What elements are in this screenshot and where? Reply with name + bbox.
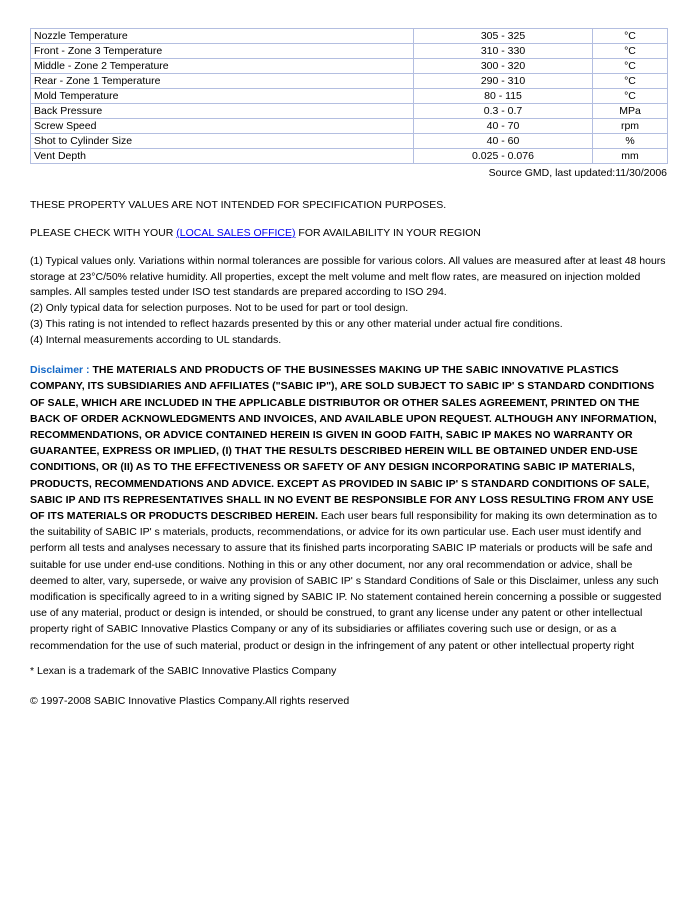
property-unit-cell: °C bbox=[593, 29, 668, 44]
property-unit-cell: °C bbox=[593, 59, 668, 74]
property-name-cell: Shot to Cylinder Size bbox=[31, 134, 414, 149]
property-unit-cell: mm bbox=[593, 149, 668, 164]
property-value-cell: 310 - 330 bbox=[414, 44, 593, 59]
source-note: Source GMD, last updated:11/30/2006 bbox=[488, 167, 667, 179]
property-unit-cell: °C bbox=[593, 74, 668, 89]
availability-prefix: PLEASE CHECK WITH YOUR bbox=[30, 227, 177, 239]
property-value-cell: 290 - 310 bbox=[414, 74, 593, 89]
processing-properties-table bbox=[30, 28, 668, 164]
availability-notice bbox=[30, 227, 667, 240]
property-unit-cell: % bbox=[593, 134, 668, 149]
property-name-cell: Middle - Zone 2 Temperature bbox=[31, 59, 414, 74]
trademark-note: * Lexan is a trademark of the SABIC Innovative Plastics Company bbox=[30, 664, 337, 677]
table-row bbox=[31, 59, 668, 74]
property-name-cell: Nozzle Temperature bbox=[31, 29, 414, 44]
property-value-cell: 40 - 70 bbox=[414, 119, 593, 134]
property-value-cell: 305 - 325 bbox=[414, 29, 593, 44]
table-row bbox=[31, 44, 668, 59]
table-row bbox=[31, 89, 668, 104]
property-unit-cell: °C bbox=[593, 44, 668, 59]
property-unit-cell: °C bbox=[593, 89, 668, 104]
property-name-cell: Vent Depth bbox=[31, 149, 414, 164]
property-unit-cell: rpm bbox=[593, 119, 668, 134]
table-row bbox=[31, 149, 668, 164]
property-name-cell: Screw Speed bbox=[31, 119, 414, 134]
disclaimer-body-text: Each user bears full responsibility for making its own determination as to the suitability of SABIC IP' s materials, products, recommendations, or advice for its own particular use. Each user must identify and perform all tests and analyses necessary to assure that its finished parts incorporating SABIC IP materials or products will be safe and suitable for use under end-use conditions. Nothing in this or any other document, nor any oral recommendation or advice, shall be deemed to alter, vary, supersede, or waive any provision of SABIC IP' s Standard Conditions of Sale or this Disclaimer, unless any such modification is specifically agreed to in a writing signed by SABIC IP. No statement contained herein concerning a possible or suggested use of any material, product or design is intended, or should be construed, to grant any license under any patent or other intellectual property right of SABIC Innovative Plastics Company or any of its subsidiaries or affiliates covering such use or design, or as a recommendation for the use of such material, product or design in the infringement of any patent or other intellectual property right bbox=[30, 510, 662, 652]
property-value-cell: 80 - 115 bbox=[414, 89, 593, 104]
table-row bbox=[31, 134, 668, 149]
footnotes-block bbox=[30, 254, 667, 348]
table-row bbox=[31, 119, 668, 134]
property-value-cell: 40 - 60 bbox=[414, 134, 593, 149]
specification-notice: THESE PROPERTY VALUES ARE NOT INTENDED FOR SPECIFICATION PURPOSES. bbox=[30, 199, 447, 211]
disclaimer-label: Disclaimer : bbox=[30, 364, 93, 377]
local-sales-office-link[interactable]: (LOCAL SALES OFFICE) bbox=[176, 227, 296, 239]
footnote-2: (2) Only typical data for selection purposes. Not to be used for part or tool design. bbox=[30, 302, 409, 315]
property-name-cell: Rear - Zone 1 Temperature bbox=[31, 74, 414, 89]
property-value-cell: 0.025 - 0.076 bbox=[414, 149, 593, 164]
property-value-cell: 300 - 320 bbox=[414, 59, 593, 74]
disclaimer-bold-text: THE MATERIALS AND PRODUCTS OF THE BUSINESSES MAKING UP THE SABIC INNOVATIVE PLASTICS COMPANY, ITS SUBSIDIARIES AND AFFILIATES ("SABIC IP"), ARE SOLD SUBJECT TO SABIC IP' S STANDARD CONDITIONS OF SALE, WHICH ARE INCLUDED IN THE APPLICABLE DISTRIBUTOR OR OTHER SALES AGREEMENT, PRINTED ON THE BACK OF ORDER ACKNOWLEDGMENTS AND INVOICES, AND AVAILABLE UPON REQUEST. ALTHOUGH ANY INFORMATION, RECOMMENDATIONS, OR ADVICE CONTAINED HEREIN IS GIVEN IN GOOD FAITH, SABIC IP MAKES NO WARRANTY OR GUARANTEE, EXPRESS OR IMPLIED, (I) THAT THE RESULTS DESCRIBED HEREIN WILL BE OBTAINED UNDER END-USE CONDITIONS, OR (II) AS TO THE EFFECTIVENESS OR SAFETY OF ANY DESIGN INCORPORATING SABIC IP MATERIALS, PRODUCTS, RECOMMENDATIONS AND ADVICE. EXCEPT AS PROVIDED IN SABIC IP' S STANDARD CONDITIONS OF SALE, SABIC IP AND ITS REPRESENTATIVES SHALL IN NO EVENT BE RESPONSIBLE FOR ANY LOSS RESULTING FROM ANY USE OF ITS MATERIALS OR PRODUCTS DESCRIBED HEREIN. bbox=[30, 364, 657, 523]
property-value-cell: 0.3 - 0.7 bbox=[414, 104, 593, 119]
copyright-note: © 1997-2008 SABIC Innovative Plastics Company.All rights reserved bbox=[30, 694, 350, 707]
property-name-cell: Front - Zone 3 Temperature bbox=[31, 44, 414, 59]
property-unit-cell: MPa bbox=[593, 104, 668, 119]
footnote-3: (3) This rating is not intended to reflect hazards presented by this or any other material under actual fire conditions. bbox=[30, 317, 563, 330]
table-row bbox=[31, 104, 668, 119]
table-row bbox=[31, 74, 668, 89]
property-name-cell: Mold Temperature bbox=[31, 89, 414, 104]
availability-suffix: FOR AVAILABILITY IN YOUR REGION bbox=[295, 227, 481, 239]
table-row bbox=[31, 29, 668, 44]
disclaimer-paragraph bbox=[30, 362, 667, 654]
property-name-cell: Back Pressure bbox=[31, 104, 414, 119]
footnote-4: (4) Internal measurements according to UL standards. bbox=[30, 333, 282, 346]
footnote-1: (1) Typical values only. Variations within normal tolerances are possible for various colors. All values are measured after at least 48 hours storage at 23°C/50% relative humidity. All properties, except the melt volume and melt flow rates, are measured on injection molded samples. All samples tested under ISO test standards are prepared according to ISO 294. bbox=[30, 255, 666, 299]
